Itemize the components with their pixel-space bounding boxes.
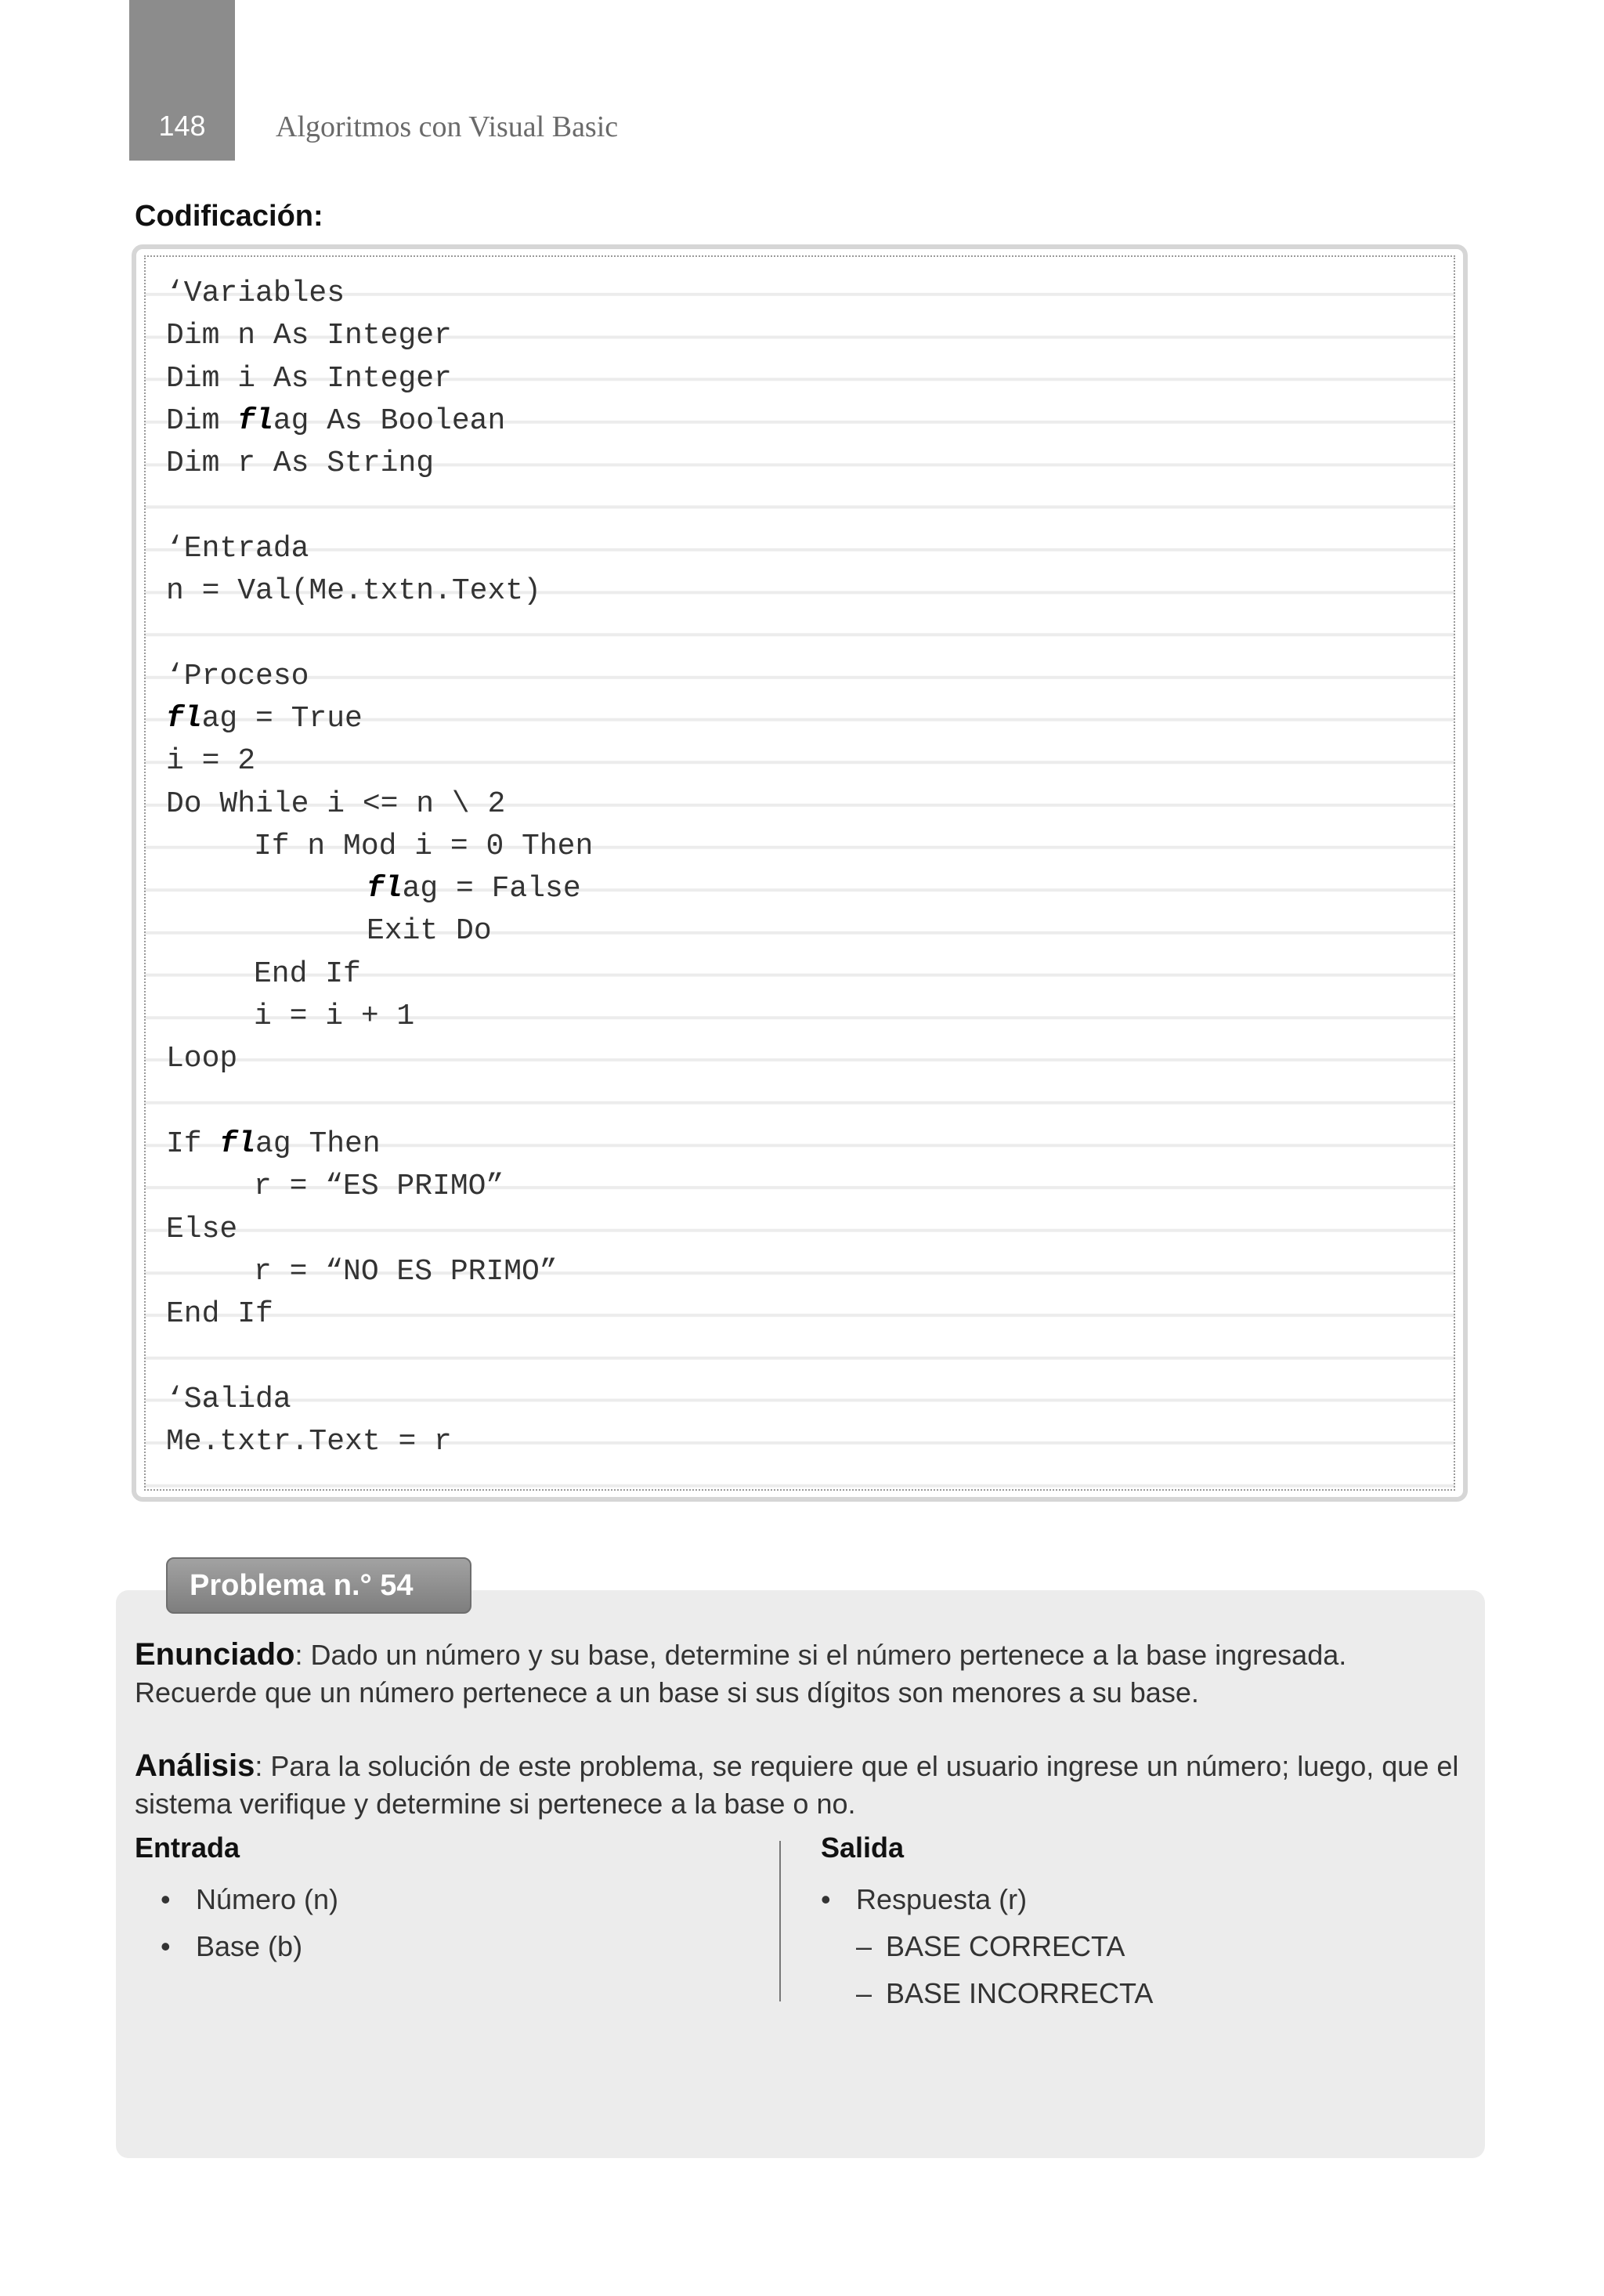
code-line: Exit Do (367, 914, 492, 949)
sub-list-item: – BASE CORRECTA (821, 1923, 1153, 1970)
code-lines (166, 273, 1446, 1463)
code-line-blank (166, 613, 1446, 655)
column-divider (779, 1841, 781, 2001)
list-item: • Número (n) (161, 1876, 338, 1923)
analisis-label: Análisis (135, 1748, 255, 1783)
code-line: Me.txtr.Text = r (166, 1425, 452, 1459)
sub-list-item: – BASE INCORRECTA (821, 1970, 1153, 2017)
code-block (132, 244, 1468, 1502)
code-line: End If (166, 1297, 273, 1332)
enunciado-paragraph (135, 1636, 1474, 1712)
code-line: r = “ES PRIMO” (254, 1170, 504, 1204)
code-line: ‘Proceso (166, 659, 309, 693)
code-line: Loop (166, 1042, 238, 1076)
list-item: • Base (b) (161, 1923, 338, 1970)
list-item: • Respuesta (r) (821, 1876, 1153, 1923)
code-line: flag = False (367, 872, 581, 906)
problem-badge: Problema n.° 54 (166, 1557, 471, 1614)
code-line: Do While i <= n \ 2 (166, 786, 506, 821)
salida-list (821, 1876, 1153, 2017)
code-line: n = Val(Me.txtn.Text) (166, 574, 541, 609)
code-line: Dim i As Integer (166, 361, 452, 396)
book-title: Algoritmos con Visual Basic (276, 110, 619, 143)
code-line: flag = True (166, 701, 363, 736)
code-line: End If (254, 956, 361, 991)
code-line: If flag Then (166, 1126, 381, 1161)
code-line: i = i + 1 (254, 1000, 415, 1034)
code-line: ‘Salida (166, 1382, 291, 1416)
page-number: 148 (158, 110, 206, 142)
enunciado-text: : Dado un número y su base, determine si el número pertenece a la base ingresada. Recuerde que un número pertenece a un base si sus dígitos son menores a su base. (135, 1639, 1347, 1708)
code-line-blank (166, 1081, 1446, 1123)
enunciado-label: Enunciado (135, 1637, 295, 1672)
code-line: Dim flag As Boolean (166, 403, 506, 438)
code-line: Dim n As Integer (166, 319, 452, 353)
section-heading-codificacion: Codificación: (135, 200, 323, 233)
analisis-paragraph (135, 1747, 1474, 1823)
code-line-blank (166, 1336, 1446, 1378)
analisis-text: : Para la solución de este problema, se requiere que el usuario ingrese un número; luego, que el sistema verifique y determine si pertenece a la base o no. (135, 1750, 1459, 1820)
salida-heading: Salida (821, 1831, 905, 1864)
code-line: If n Mod i = 0 Then (254, 829, 594, 863)
code-line: Else (166, 1212, 238, 1246)
flag-ligature: fl (166, 701, 202, 736)
entrada-list (161, 1876, 338, 1970)
code-block-inner (144, 255, 1455, 1491)
code-line: r = “NO ES PRIMO” (254, 1254, 558, 1289)
flag-ligature: fl (367, 872, 403, 906)
code-line: ‘Variables (166, 277, 345, 310)
entrada-heading: Entrada (135, 1831, 240, 1864)
code-line-blank (166, 485, 1446, 527)
flag-ligature: fl (219, 1126, 256, 1161)
flag-ligature: fl (237, 403, 273, 438)
code-line: ‘Entrada (166, 531, 309, 566)
code-line: i = 2 (166, 744, 256, 779)
code-line: Dim r As String (166, 447, 435, 481)
